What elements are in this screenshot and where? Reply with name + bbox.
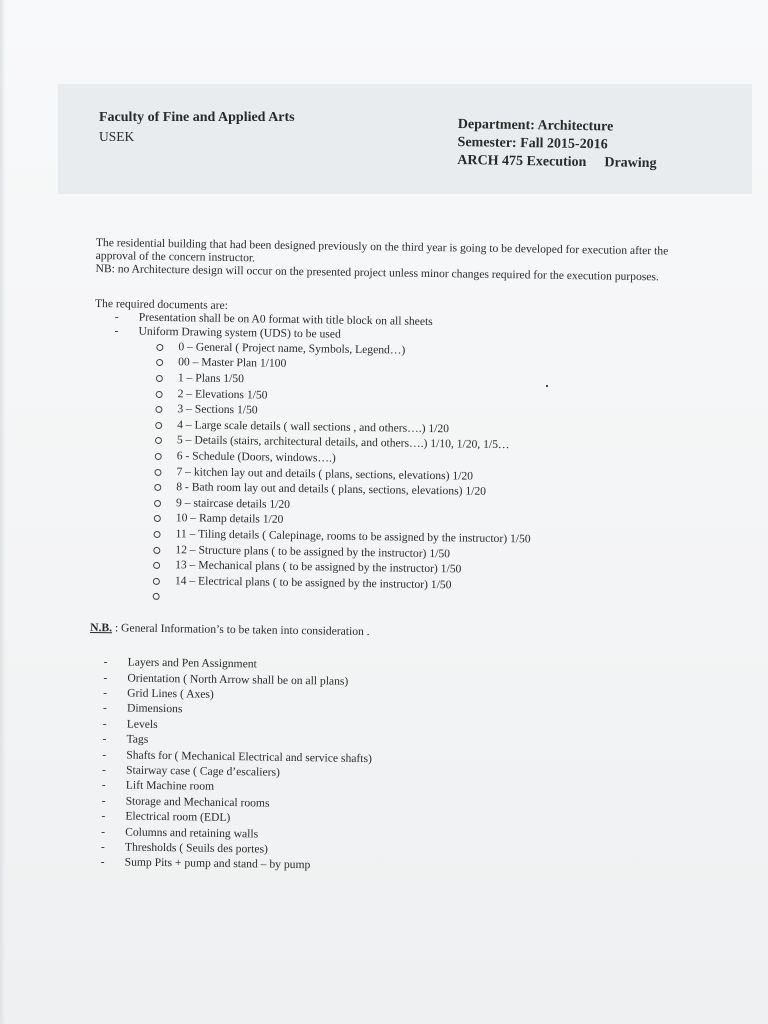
page-edge-shadow (0, 0, 6, 1024)
nb-text: : General Information’s to be taken into consideration . (112, 621, 370, 639)
general-info-item: - Layers and Pen Assignment (104, 654, 686, 678)
uds-item: 6 - Schedule (Doors, windows….) (155, 448, 689, 472)
uds-item: 00 – Master Plan 1/100 (156, 354, 690, 378)
uds-item: 12 – Structure plans ( to be assigned by the instructor) 1/50 (153, 541, 687, 565)
uds-item: 3 – Sections 1/50 (155, 401, 689, 425)
nb-paragraph: NB: no Architecture design will occur on the presented project unless minor changes required for the execution purposes. (95, 262, 659, 284)
general-info-list (101, 654, 686, 878)
faculty-name: Faculty of Fine and Applied Arts (99, 110, 295, 125)
uds-item: 13 – Mechanical plans ( to be assigned by the instructor) 1/50 (153, 557, 687, 581)
general-info-item: - Orientation ( North Arrow shall be on all plans) (103, 670, 685, 694)
general-info-item: - Sump Pits + pump and stand – by pump (101, 855, 683, 879)
uds-item: 9 – staircase details 1/20 (154, 495, 688, 519)
header-left (99, 108, 295, 146)
course-code: ARCH 475 Execution (457, 152, 587, 171)
uds-item: 4 – Large scale details ( wall sections , and others….) 1/20 (155, 417, 689, 441)
nb-heading (90, 621, 686, 643)
general-info-item: - Tags (102, 731, 684, 755)
general-info-item: - Shafts for ( Mechanical Electrical and service shafts) (102, 747, 684, 771)
school-name: USEK (99, 129, 135, 144)
general-info-item: - Grid Lines ( Axes) (103, 685, 685, 709)
uds-list (153, 339, 691, 612)
uds-item: 7 – kitchen lay out and details ( plans, sections, elevations) 1/20 (154, 463, 688, 487)
general-info-item: - Columns and retaining walls (101, 824, 683, 848)
general-info-item: - Storage and Mechanical rooms (102, 793, 684, 817)
department-line: Department: Architecture (457, 116, 614, 135)
general-info-item: - Dimensions (103, 700, 685, 724)
uds-item: 1 – Plans 1/50 (156, 370, 690, 394)
uds-item: 0 – General ( Project name, Symbols, Legend…) (156, 339, 690, 363)
general-info-item: - Electrical room (EDL) (101, 808, 683, 832)
uds-item: 10 – Ramp details 1/20 (154, 510, 688, 534)
uds-item: 14 – Electrical plans ( to be assigned by the instructor) 1/50 (153, 573, 687, 597)
general-info-item: - Lift Machine room (102, 778, 684, 802)
uds-item: 2 – Elevations 1/50 (156, 385, 690, 409)
uds-item: 11 – Tiling details ( Calepinage, rooms to be assigned by the instructor) 1/50 (153, 526, 687, 550)
uds-item: 8 - Bath room lay out and details ( plans, sections, elevations) 1/20 (154, 479, 688, 503)
required-item: - Presentation shall be on A0 format with title block on all sheets (115, 310, 691, 333)
required-documents-title: The required documents are: (94, 296, 229, 312)
intro-paragraph: The residential building that had been designed previously on the third year is going to be developed for execution after the approval of the concern instructor. (95, 236, 669, 265)
general-info-item: - Stairway case ( Cage d’escaliers) (102, 762, 684, 786)
general-info-item: - Thresholds ( Seuils des portes) (101, 839, 683, 863)
semester-line: Semester: Fall 2015-2016 (457, 134, 608, 153)
nb-label: N.B. (90, 620, 113, 635)
header-right (457, 116, 657, 173)
course-line (457, 152, 657, 173)
required-item: - Uniform Drawing system (UDS) to be used (114, 324, 690, 347)
course-word: Drawing (604, 155, 657, 172)
document-body (87, 236, 692, 879)
stray-dot-mark (546, 385, 548, 387)
uds-item: 5 – Details (stairs, architectural details, and others….) 1/10, 1/20, 1/5… (155, 432, 689, 456)
general-info-item: - Levels (103, 716, 685, 740)
